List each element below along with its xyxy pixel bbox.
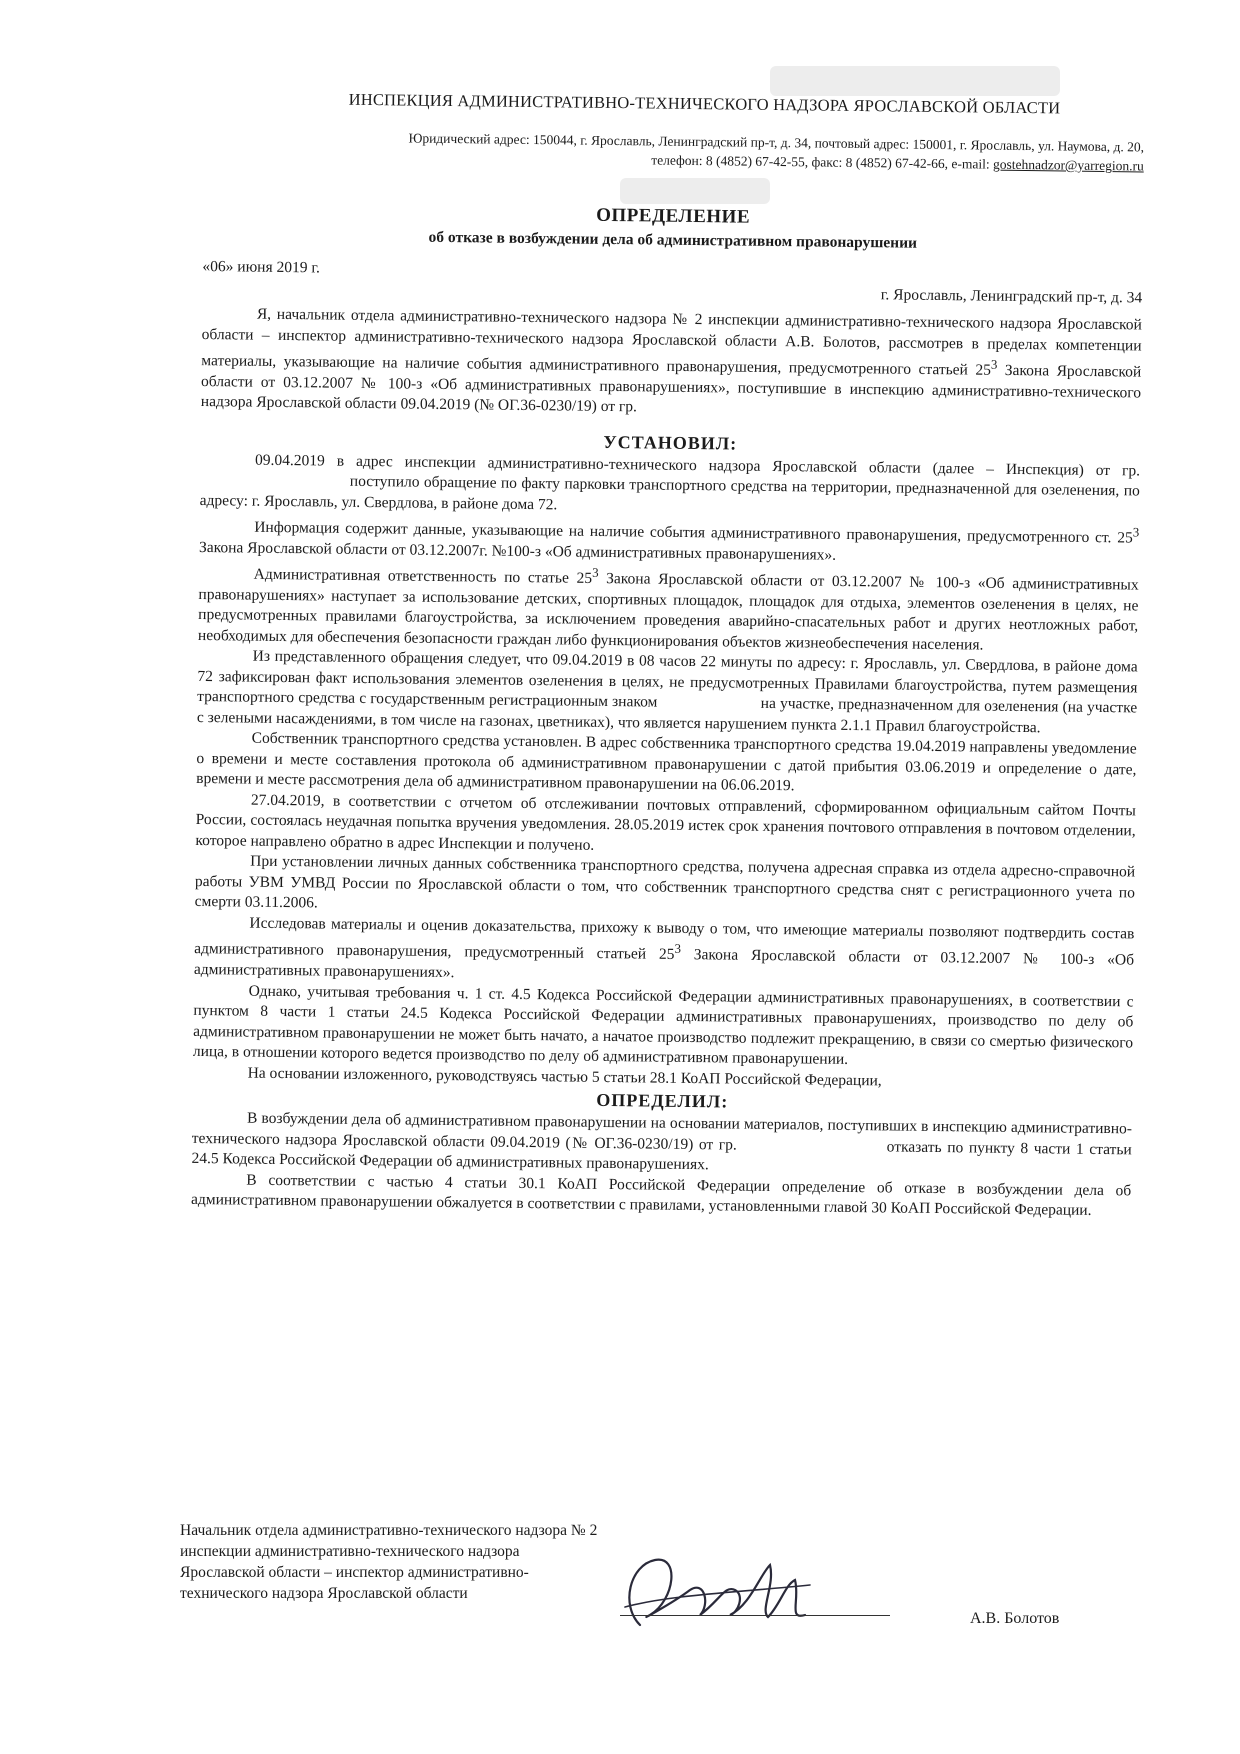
organization-name: ИНСПЕКЦИЯ АДМИНИСТРАТИВНО-ТЕХНИЧЕСКОГО НАДЗОРА ЯРОСЛАВСКОЙ ОБЛАСТИ xyxy=(348,89,1061,118)
decided-paragraph-1 xyxy=(191,1108,1132,1181)
signatory-name: А.В. Болотов xyxy=(970,1610,1060,1627)
established-paragraph-10: На основании изложенного, руководствуясь частью 5 статьи 28.1 КоАП Российской Федерации, xyxy=(247,1064,882,1089)
paragraph-text: на участке, предназначенном для озеленения (на участке с зелеными насаждениями, в том числе на газонах, цветниках), что является нарушением пункта 2.1.1 Правил благоустройства. xyxy=(196,695,1138,737)
position-line: Ярославской области – инспектор административно- xyxy=(180,1564,529,1581)
established-paragraph-5: Собственник транспортного средства установлен. В адрес собственника транспортного средства 19.04.2019 направлены уведомление о времени и месте составления протокола об административном правонарушении с датой прибытия 03.06.2019 и определение о дате, времени и месте рассмотрения дела об административном правонарушении на 06.06.2019. xyxy=(196,730,1137,795)
paragraph-text: 09.04.2019 в адрес инспекции административно-технического надзора Ярославской области (далее – Инспекция) от гр. xyxy=(255,451,1141,480)
paragraph-text: В возбуждении дела об административном правонарушении на основании материалов, поступивших в инспекцию административно-технического надзора Ярославской области 09.04.2019 (№ ОГ.36-0230/19) от гр. xyxy=(191,1109,1133,1154)
article-superscript: 3 xyxy=(990,356,998,372)
established-paragraph-1 xyxy=(199,450,1140,523)
intro-paragraph xyxy=(201,304,1142,424)
paragraph-text: Закона Ярославской области от 03.12.2007 № 100-з «Об административных правонарушениях» наступает за использование детских, спортивных площадок, площадок для отдыха, элементов озеленения в целях, не предусмотренных правилами благоустройства, за исключением проведения аварийно-спасательных работ и других неотложных работ, необходимых для обеспечения безопасности граждан либо функционирования объектов жизнеобеспечения населения. xyxy=(197,570,1139,654)
paragraph-text: Информация содержит данные, указывающие на наличие события административного правонарушения, предусмотренного ст. 25 xyxy=(254,518,1133,547)
signatory-position xyxy=(180,1520,597,1604)
established-paragraph-4 xyxy=(197,646,1138,739)
established-paragraph-6: 27.04.2019, в соответствии с отчетом об отслеживании почтовых отправлений, сформированном официальным сайтом Почты России, состоялась неудачная попытка вручения уведомления. 28.05.2019 истек срок хранения почтового отправления в почтовом отделении, которое направлено обратно в адрес Инспекции и получено. xyxy=(195,791,1136,854)
section-established-heading: УСТАНОВИЛ: xyxy=(603,431,738,454)
established-paragraph-7: При установлении личных данных собственника транспортного средства, получена адресная справка из отдела адресно-справочной работы УВМ УМВД России по Ярославской области о том, что собственник транспортного средства снят с регистрационного учета по смерти 03.11.2006. xyxy=(194,853,1136,912)
redacted-plate xyxy=(662,707,757,708)
redacted-name xyxy=(737,1149,887,1151)
document-place: г. Ярославль, Ленинградский пр-т, д. 34 xyxy=(880,286,1143,307)
contacts-text: телефон: 8 (4852) 67-42-55, факс: 8 (4852) 67-42-66, e-mail: xyxy=(651,152,994,172)
position-line: Начальник отдела административно-технического надзора № 2 xyxy=(180,1522,598,1539)
established-paragraph-8 xyxy=(194,913,1135,992)
paragraph-text: отказать по пункту 8 части 1 статьи 24.5 Кодекса Российской Федерации об административных правонарушениях. xyxy=(191,1138,1132,1174)
article-superscript: 3 xyxy=(674,941,682,957)
paragraph-text: Закона Ярославской области от 03.12.2007г. №100-з «Об административных правонарушениях». xyxy=(198,538,837,564)
position-line: технического надзора Ярославской области xyxy=(180,1585,468,1602)
signature-line xyxy=(620,1615,890,1616)
intro-text: Я, начальник отдела административно-технического надзора № 2 инспекции административно-технического надзора Ярославской области – инспектор административно-технического надзора Ярославской области А.В. Болотов, рассмотрев в пределах компетенции материалы, указывающие на наличие события административного правонарушения, предусмотренного статьей 25 xyxy=(201,305,1142,379)
document-body xyxy=(191,60,1145,1222)
section-decided-heading: ОПРЕДЕЛИЛ: xyxy=(596,1089,729,1112)
signature-block xyxy=(180,1520,1140,1670)
intro-text-cont: Закона Ярославской области от 03.12.2007 № 100-з «Об административных правонарушениях», поступившие в инспекцию административно-технического надзора Ярославской области 09.04.2019 (№ ОГ.36-0230/19) от гр. xyxy=(200,361,1142,416)
address-block xyxy=(204,126,1144,175)
article-superscript: 3 xyxy=(592,565,599,581)
paragraph-text: Исследовав материалы и оценив доказательства, прихожу к выводу о том, что имеющие материалы позволяют подтвердить состав административного правонарушения, предусмотренный статьей 25 xyxy=(194,914,1135,964)
document-title: ОПРЕДЕЛЕНИЕ xyxy=(596,204,751,228)
decided-paragraph-2: В соответствии с частью 4 статьи 30.1 КоАП Российской Федерации определение об отказе в возбуждении дела об административном правонарушении обжалуется в соответствии с правилами, установленными главой 30 КоАП Российской Федерации. xyxy=(190,1171,1132,1220)
redacted-name xyxy=(200,484,350,486)
position-line: инспекции административно-технического надзора xyxy=(180,1543,520,1560)
document-date: «06» июня 2019 г. xyxy=(202,257,320,277)
email-link[interactable]: gostehnadzor@yarregion.ru xyxy=(992,156,1144,174)
paragraph-text: Закона Ярославской области от 03.12.2007 № 100-з «Об административных правонарушениях». xyxy=(193,946,1135,982)
paragraph-text: Из представленного обращения следует, что 09.04.2019 в 08 часов 22 минуты по адресу: г. Ярославль, ул. Свердлова, в районе дома 72 зафиксирован факт использования элементов озеленения в целях, не предусмотренных Правилами благоустройства, путем размещения транспортного средства с государственным регистрационным знаком xyxy=(197,648,1138,712)
paragraph-text: Административная ответственность по статье 25 xyxy=(253,566,593,588)
established-paragraph-3 xyxy=(198,558,1139,658)
established-paragraph-9: Однако, учитывая требования ч. 1 ст. 4.5 Кодекса Российской Федерации административных правонарушениях, в соответствии с пунктом 8 части 1 статьи 24.5 Кодекса Российской Федерации административных правонарушениях, производство по делу об административном правонарушении не может быть начато, а начатое производство подлежит прекращению, в связи со смертью физического лица, в отношении которого ведется производство по делу об административном правонарушении. xyxy=(192,982,1134,1069)
paragraph-text: поступило обращение по факту парковки транспортного средства на территории, предназначенной для озеленения, по адресу: г. Ярославль, ул. Свердлова, в районе дома 72. xyxy=(199,472,1140,513)
handwritten-signature-icon xyxy=(610,1545,820,1645)
article-superscript: 3 xyxy=(1132,524,1140,540)
document-subtitle: об отказе в возбуждении дела об административном правонарушении xyxy=(428,228,918,252)
address-line: Юридический адрес: 150044, г. Ярославль, Ленинградский пр-т, д. 34, почтовый адрес: 150001, г. Ярославль, ул. Наумова, д. 20, xyxy=(408,130,1145,155)
